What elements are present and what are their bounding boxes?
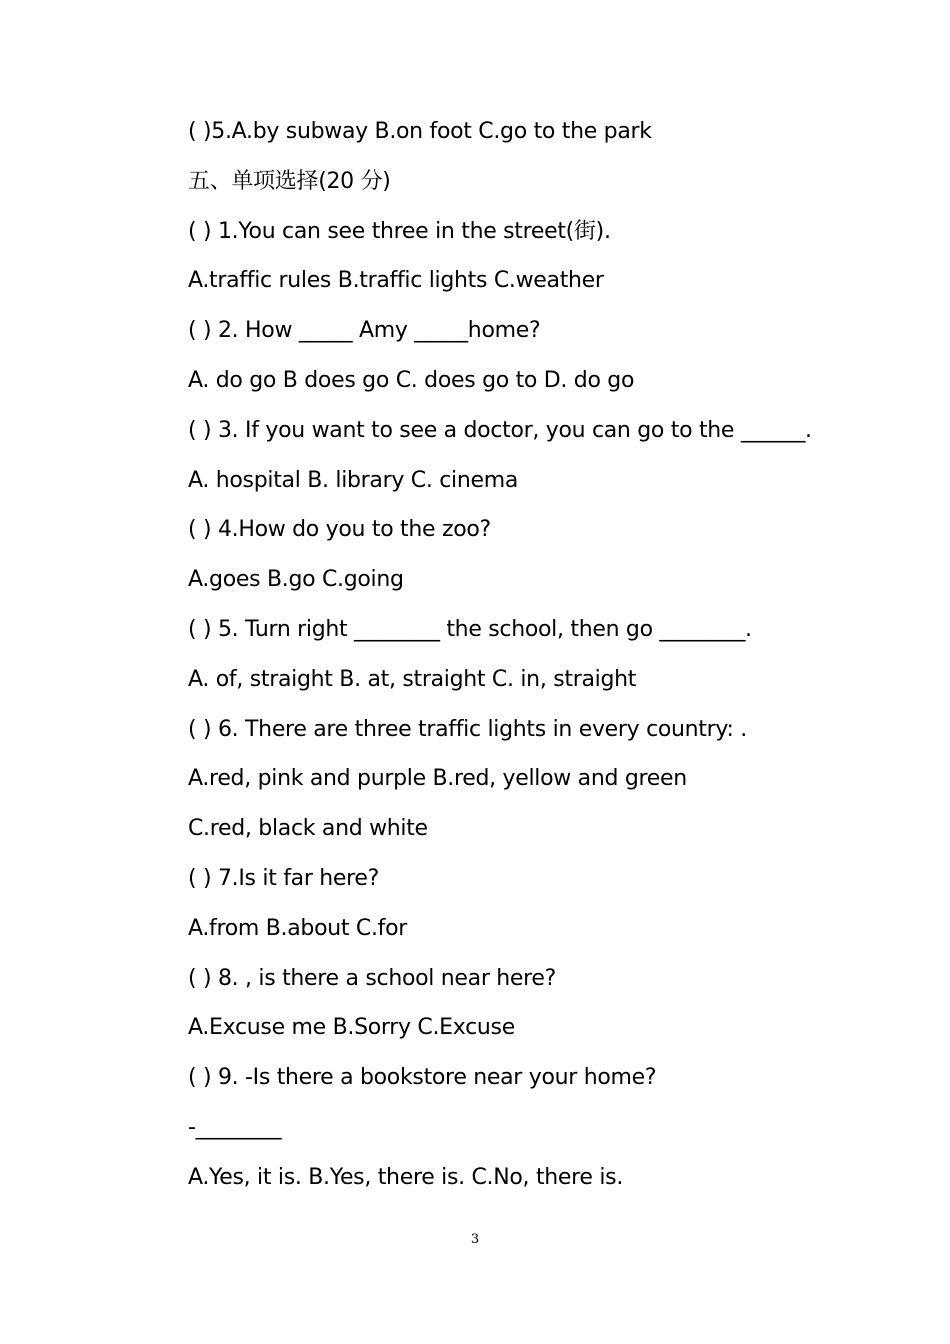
question-9-answer-blank: -________	[188, 1114, 282, 1140]
question-6-options: A.red, pink and purple B.red, yellow and green	[188, 766, 687, 792]
question-4-options: A.goes B.go C.going	[188, 567, 404, 593]
page-number: 3	[470, 1232, 480, 1247]
question-8-options: A.Excuse me B.Sorry C.Excuse	[188, 1015, 515, 1041]
question-9-options: A.Yes, it is. B.Yes, there is. C.No, there is.	[188, 1164, 624, 1190]
question-5-options: A. of, straight B. at, straight C. in, straight	[188, 666, 637, 692]
question-6-options-cont: C.red, black and white	[188, 816, 428, 842]
question-2: ( ) 2. How _____ Amy _____home?	[188, 318, 541, 344]
question-9: ( ) 9. -Is there a bookstore near your home?	[188, 1065, 657, 1091]
question-list	[188, 112, 828, 1208]
question-5: ( ) 5. Turn right ________ the school, then go ________.	[188, 616, 752, 642]
question-8: ( ) 8. , is there a school near here?	[188, 965, 557, 991]
text-line: ( )5.A.by subway B.on foot C.go to the park	[188, 119, 652, 144]
question-3-options: A. hospital B. library C. cinema	[188, 467, 519, 493]
question-1-options: A.traffic rules B.traffic lights C.weather	[188, 268, 604, 294]
section-heading: 五、单项选择(20 分)	[188, 168, 391, 194]
question-3: ( ) 3. If you want to see a doctor, you can go to the ______.	[188, 417, 812, 443]
question-1: ( ) 1.You can see three in the street(街).	[188, 218, 611, 244]
question-2-options: A. do go B does go C. does go to D. do go	[188, 367, 635, 393]
question-7: ( ) 7.Is it far here?	[188, 865, 380, 891]
question-7-options: A.from B.about C.for	[188, 915, 408, 941]
question-6: ( ) 6. There are three traffic lights in every country: .	[188, 716, 747, 742]
question-4: ( ) 4.How do you to the zoo?	[188, 517, 491, 543]
